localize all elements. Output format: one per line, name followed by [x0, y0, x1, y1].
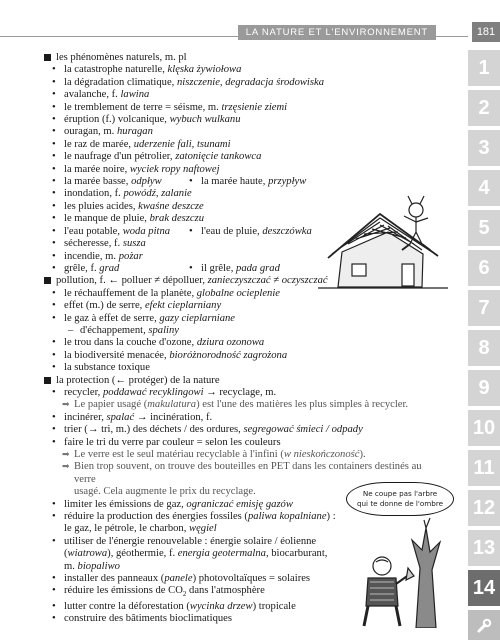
tab-2[interactable]: 2	[468, 90, 500, 126]
tab-11[interactable]: 11	[468, 450, 500, 486]
house-illustration	[318, 192, 448, 292]
list-item: • les pluies acides, kwaśne deszcze	[52, 200, 204, 212]
list-item: • la biodiversité menacée, bioróżnorodność zagrożona	[52, 349, 288, 361]
tab-9[interactable]: 9	[468, 370, 500, 406]
list-item: • limiter les émissions de gaz, ograniczać emisję gazów	[52, 498, 293, 510]
arrow-icon: ➡	[62, 450, 70, 460]
tab-7[interactable]: 7	[468, 290, 500, 326]
list-item: • la marée noire, wyciek ropy naftowej	[52, 163, 220, 175]
list-item: • l'eau de pluie, deszczówka	[189, 225, 312, 237]
example-note: ➡ Bien trop souvent, on trouve des bouteilles en PET dans les containers destinés au verre usagé. Cela augmente le prix du recyclage.	[62, 461, 422, 498]
list-item: • il grêle, pada grad	[189, 262, 280, 274]
list-item: • le naufrage d'un pétrolier, zatonięcie tankowca	[52, 151, 262, 163]
tree-and-lumberjack-illustration	[330, 478, 460, 628]
list-item: • recycler, poddawać recyklingowi → recyclage, m.	[52, 386, 277, 398]
list-item: • la marée basse, odpływ	[52, 176, 162, 188]
section-natural-phenomena	[44, 52, 444, 64]
list-item: • le gaz à effet de serre, gazy cieplarniane	[52, 312, 236, 324]
tab-3[interactable]: 3	[468, 130, 500, 166]
chapter-tabs	[468, 50, 500, 640]
tab-12[interactable]: 12	[468, 490, 500, 526]
list-item: • le réchauffement de la planète, globalne ocieplenie	[52, 287, 280, 299]
tab-10[interactable]: 10	[468, 410, 500, 446]
list-item: • installer des panneaux (panele) photovoltaïques = solaires	[52, 573, 311, 585]
tab-13[interactable]: 13	[468, 530, 500, 566]
chapter-title: LA NATURE ET L'ENVIRONNEMENT	[238, 25, 436, 40]
list-item: • ouragan, m. huragan	[52, 126, 153, 138]
list-item: • sécheresse, f. susza	[52, 238, 146, 250]
list-item: • inondation, f. powódź, zalanie	[52, 188, 192, 200]
list-item: • le tremblement de terre = séisme, m. trzęsienie ziemi	[52, 101, 288, 113]
list-item-pair	[44, 176, 444, 188]
arrow-icon: ➡	[62, 400, 70, 411]
page-number: 181	[472, 22, 500, 42]
list-item: • la dégradation climatique, niszczenie, degradacja środowiska	[52, 76, 324, 88]
list-item: • la catastrophe naturelle, klęska żywiołowa	[52, 64, 242, 76]
arrow-icon: ➡	[62, 462, 70, 473]
wrench-icon	[476, 618, 492, 634]
tab-1[interactable]: 1	[468, 50, 500, 86]
list-item: • la substance toxique	[52, 362, 150, 374]
section-pollution: pollution, f. ← polluer ≠ dépolluer, zanieczyszczać ≠ oczyszczać	[44, 275, 444, 287]
section-title: les phénomènes naturels, m. pl	[56, 52, 187, 63]
section-bullet	[44, 54, 51, 61]
tab-4[interactable]: 4	[468, 170, 500, 206]
section-bullet	[44, 277, 51, 284]
tab-6[interactable]: 6	[468, 250, 500, 286]
list-item: • faire le tri du verre par couleur = selon les couleurs	[52, 436, 281, 448]
list-item: • réduire la production des énergies fossiles (paliwa kopalniane) : le gaz, le pétrole, le charbon, węgiel	[52, 511, 336, 535]
section-title: la protection (← protéger) de la nature	[56, 374, 220, 386]
list-item: • l'eau potable, woda pitna	[52, 225, 171, 237]
tab-8[interactable]: 8	[468, 330, 500, 366]
list-item: • le trou dans la couche d'ozone, dziura ozonowa	[52, 337, 265, 349]
section-bullet	[44, 377, 51, 384]
section-protection	[44, 375, 444, 387]
list-item: • utiliser de l'énergie renouvelable : énergie solaire / éolienne (wiatrowa), géothermie, f. energia geotermalna, biocarburant, m. biopaliwo	[52, 535, 328, 572]
list-item: • éruption (f.) volcanique, wybuch wulkanu	[52, 114, 241, 126]
list-item: • lutter contre la déforestation (wycinka drzew) tropicale	[52, 600, 296, 612]
list-item: • réduire les émissions de $CO_2$ dans l'atmosphère	[52, 585, 265, 599]
list-item: • la marée haute, przypływ	[189, 176, 307, 188]
list-item: • le manque de pluie, brak deszczu	[52, 213, 205, 225]
tab-14[interactable]: 14	[468, 570, 500, 606]
list-item: • incendie, m. pożar	[52, 250, 143, 262]
running-header	[0, 22, 468, 42]
list-item: • avalanche, f. lawina	[52, 89, 150, 101]
list-item: • incinérer, spalać → incinération, f.	[52, 411, 213, 423]
sub-item: – d'échappement, spaliny	[68, 324, 179, 336]
tab-5[interactable]: 5	[468, 210, 500, 246]
list-item: • effet (m.) de serre, efekt cieplarniany	[52, 300, 222, 312]
list-item: • le raz de marée, uderzenie fali, tsunami	[52, 138, 231, 150]
example-note: ➡ Le papier usagé (makulatura) est l'une des matières les plus simples à recycler.	[62, 399, 409, 411]
list-item: • trier (→ tri, m.) des déchets / des ordures, segregować śmieci / odpady	[52, 424, 363, 436]
list-item: • grêle, f. grad	[52, 262, 120, 274]
tab-tools[interactable]	[468, 610, 500, 640]
example-note: ➡ Le verre est le seul matériau recyclable à l'infini (w nieskończoność).	[62, 449, 366, 460]
list-item: • construire des bâtiments bioclimatiques	[52, 613, 232, 625]
speech-bubble: Ne coupe pas l'arbre qui te donne de l'ombre	[346, 482, 454, 516]
